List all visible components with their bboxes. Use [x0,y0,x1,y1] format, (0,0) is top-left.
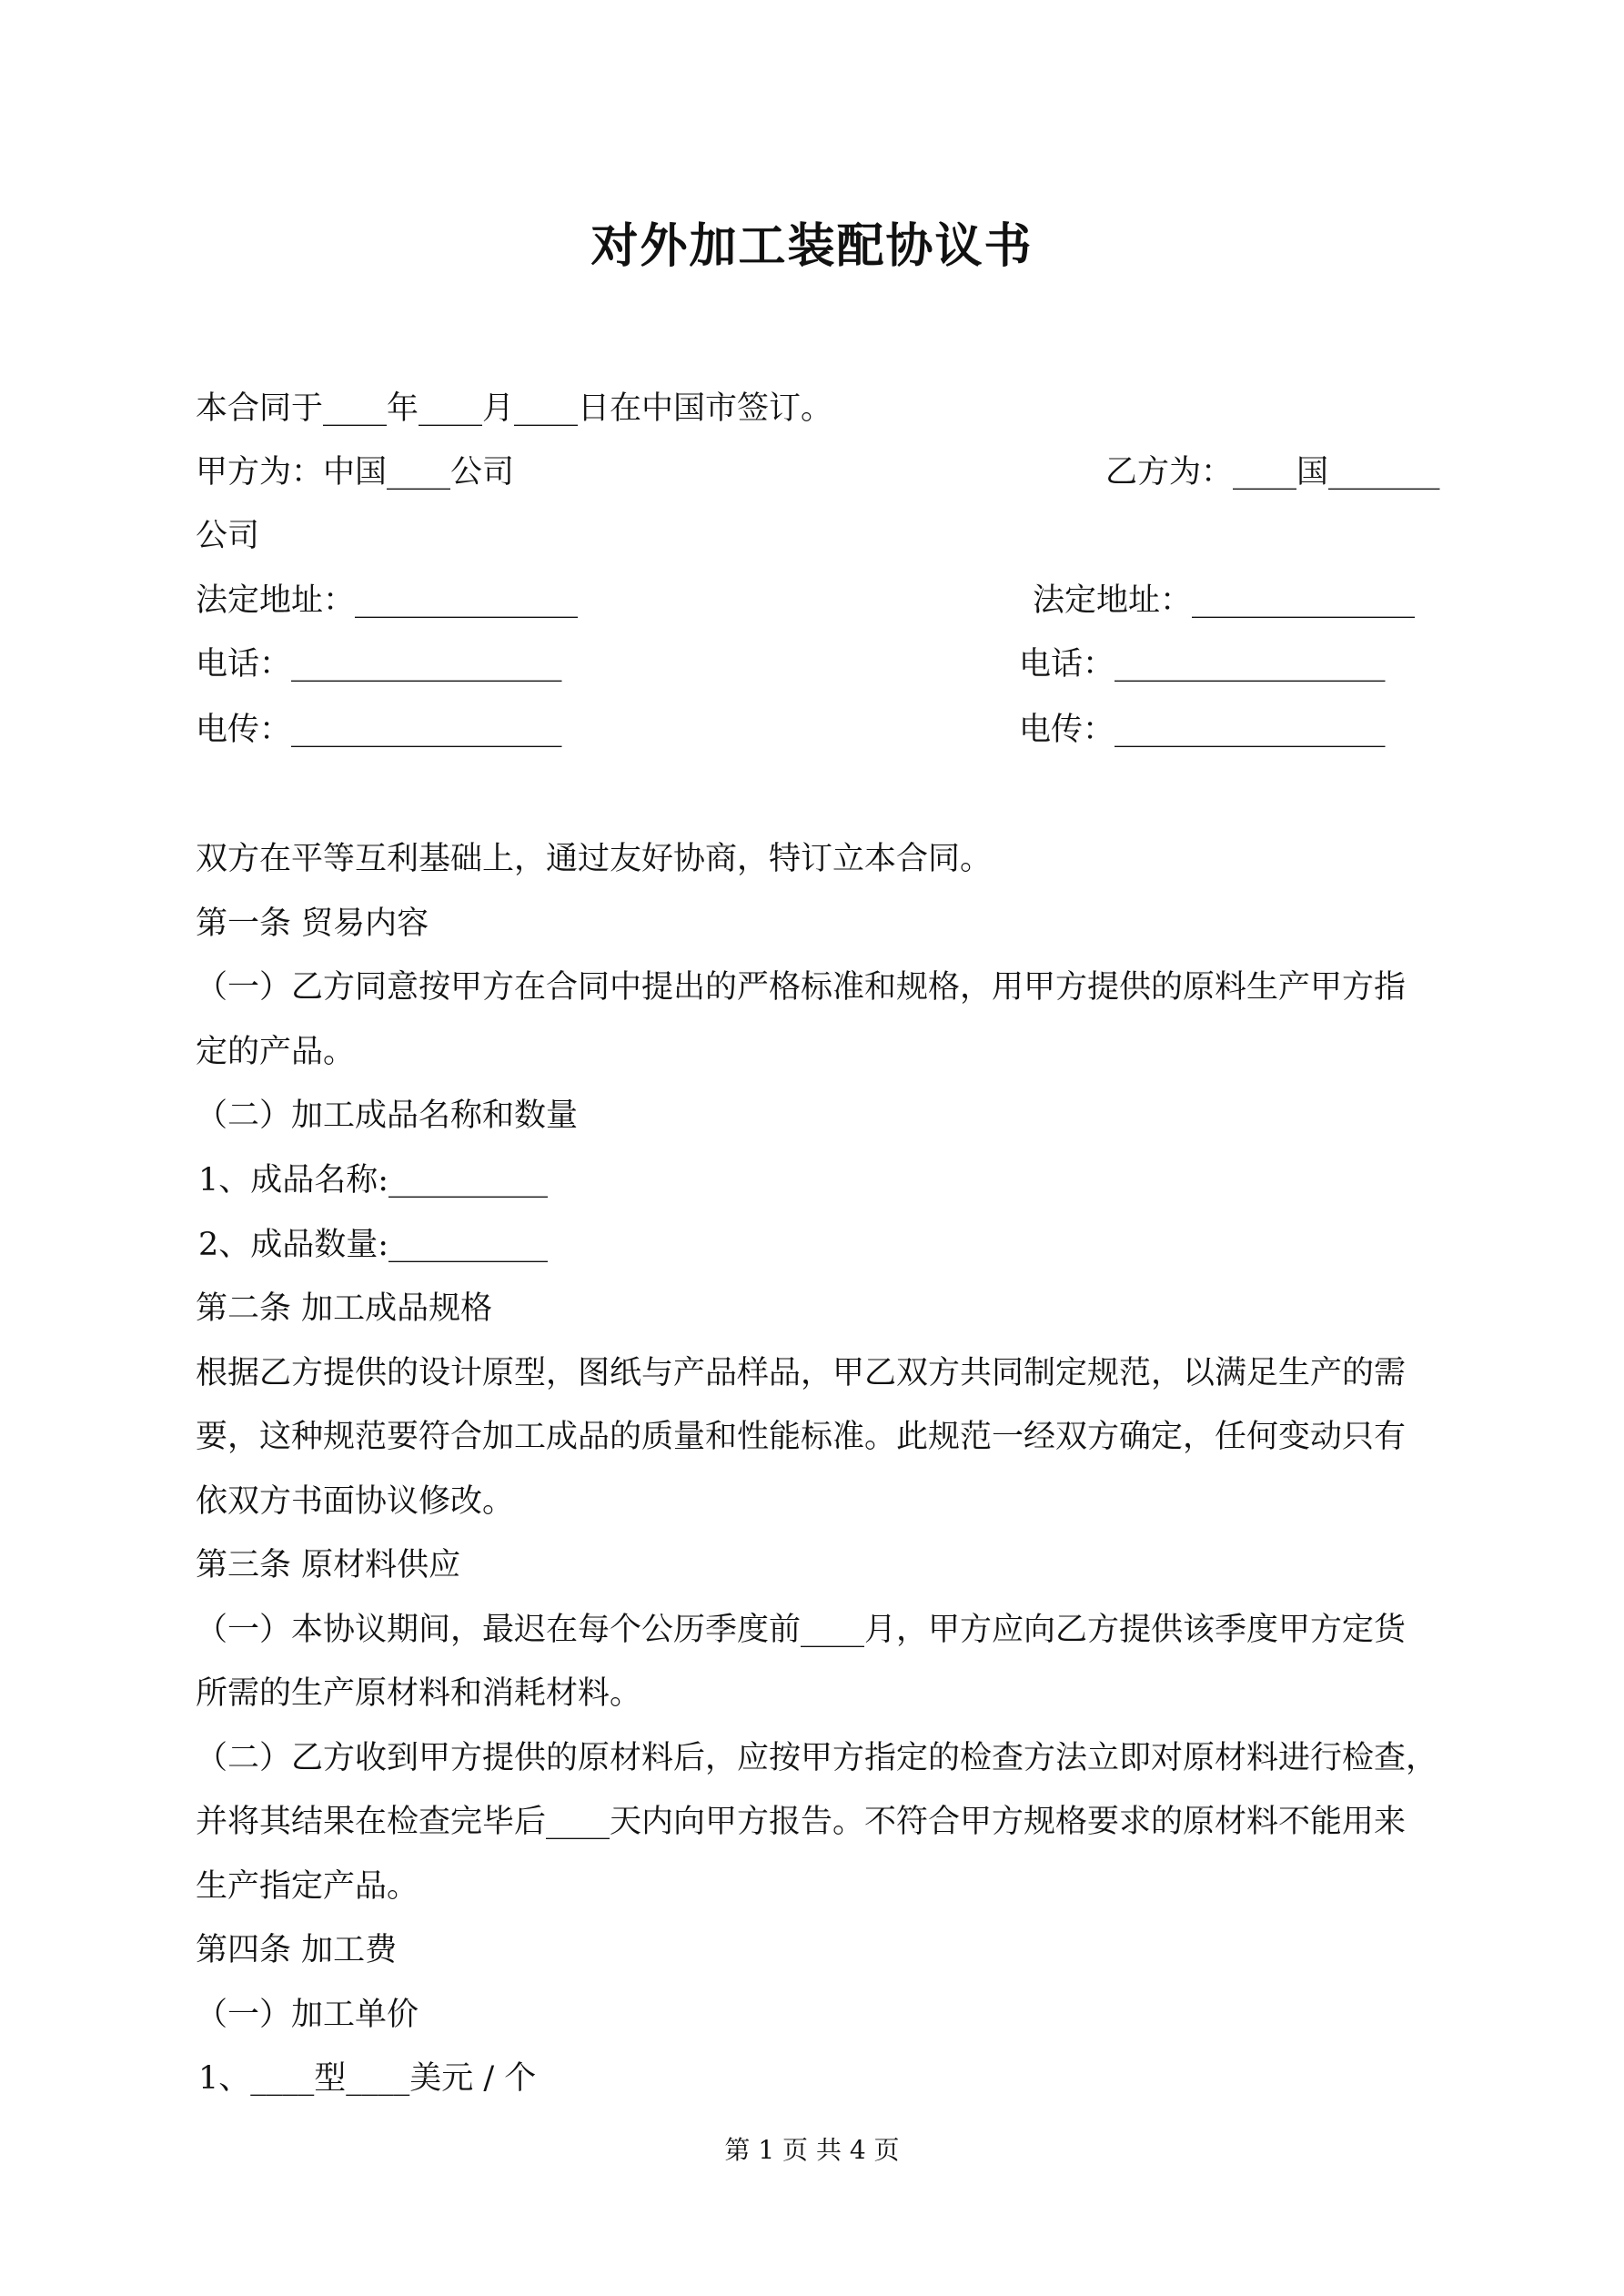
article-1-para-2: （二）加工成品名称和数量 [196,1097,579,1134]
article-3-title: 第三条 原材料供应 [196,1547,461,1583]
party-b-name: 乙方为：____国_______ [1105,454,1440,491]
document-title: 对外加工装配协议书 [590,218,1034,274]
intro-line: 本合同于____年____月____日在中国市签订。 [196,390,833,427]
party-b-name-cont: 公司 [196,518,260,554]
article-3-para-1: （一）本协议期间，最迟在每个公历季度前____月，甲方应向乙方提供该季度甲方定货 [196,1612,1407,1648]
article-2-line-1: 根据乙方提供的设计原型，图纸与产品样品，甲乙双方共同制定规范，以满足生产的需 [196,1355,1407,1391]
article-2-line-3: 依双方书面协议修改。 [196,1483,515,1520]
article-2-line-2: 要，这种规范要符合加工成品的质量和性能标准。此规范一经双方确定，任何变动只有 [196,1419,1407,1455]
party-b-address: 法定地址：______________ [1033,582,1416,619]
article-4-title: 第四条 加工费 [196,1932,398,1968]
party-a-fax: 电传：_________________ [196,712,562,748]
article-1-para-1-cont: 定的产品。 [196,1034,356,1070]
article-1-item-2: 2、成品数量:__________ [198,1227,549,1263]
party-a-address: 法定地址：______________ [196,582,579,619]
preamble: 双方在平等互利基础上，通过友好协商，特订立本合同。 [196,841,993,877]
article-3-para-2-cont-2: 生产指定产品。 [196,1868,419,1905]
page-number-footer: 第 1 页 共 4 页 [724,2135,900,2165]
article-3-para-2-cont-1: 并将其结果在检查完毕后____天内向甲方报告。不符合甲方规格要求的原材料不能用来 [196,1804,1407,1840]
article-4-para-1: （一）加工单价 [196,1997,419,2033]
article-2-title: 第二条 加工成品规格 [196,1290,493,1327]
article-4-item-1: 1、____型____美元 / 个 [198,2060,537,2097]
party-b-fax: 电传：_________________ [1019,712,1386,748]
article-1-item-1: 1、成品名称:__________ [198,1162,549,1199]
article-3-para-1-cont: 所需的生产原材料和消耗材料。 [196,1675,642,1712]
party-a-name: 甲方为：中国____公司 [196,454,515,491]
party-b-phone: 电话：_________________ [1019,646,1386,683]
article-1-title: 第一条 贸易内容 [196,905,429,942]
article-3-para-2: （二）乙方收到甲方提供的原材料后，应按甲方指定的检查方法立即对原材料进行检查， [196,1740,1438,1776]
party-a-phone: 电话：_________________ [196,646,562,683]
article-1-para-1: （一）乙方同意按甲方在合同中提出的严格标准和规格，用甲方提供的原料生产甲方指 [196,969,1407,1006]
